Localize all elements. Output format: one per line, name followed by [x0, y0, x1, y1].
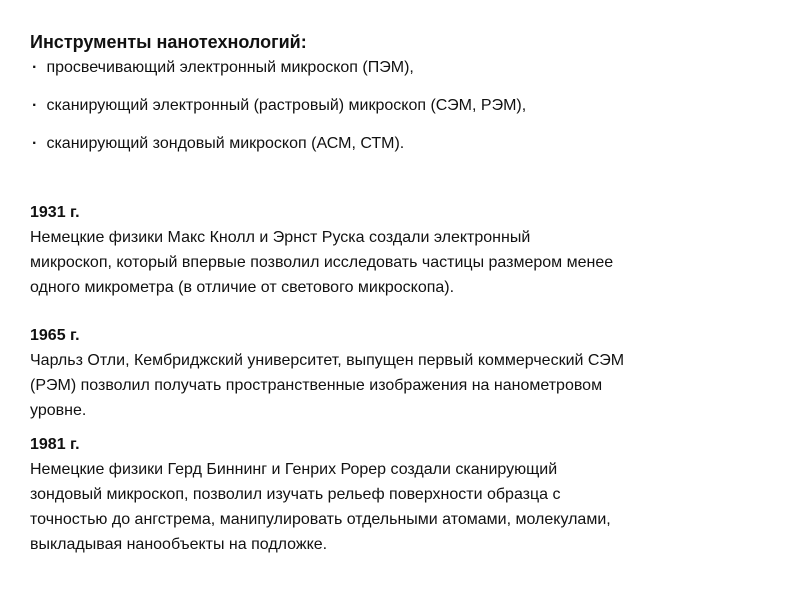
- history-entry-1981: [30, 432, 780, 557]
- entry-text-line: зондовый микроскоп, позволил изучать рельеф поверхности образца с: [30, 486, 561, 503]
- entry-text-line: (РЭМ) позволил получать пространственные изображения на нанометровом: [30, 377, 603, 394]
- bullet-icon: ·: [32, 135, 38, 152]
- bullet-icon: ·: [32, 59, 38, 76]
- entry-text-line: Немецкие физики Макс Кнолл и Эрнст Руска создали электронный: [30, 229, 531, 246]
- list-item: [32, 134, 526, 154]
- entry-year: 1931 г.: [30, 204, 80, 221]
- list-item-text: сканирующий электронный (растровый) микроскоп (СЭМ, РЭМ),: [46, 97, 527, 114]
- entry-text-line: уровне.: [30, 402, 87, 419]
- history-entry-1931: [30, 200, 780, 300]
- list-item-text: просвечивающий электронный микроскоп (ПЭМ),: [46, 59, 414, 76]
- bullet-icon: ·: [32, 97, 38, 114]
- list-item-text: сканирующий зондовый микроскоп (АСМ, СТМ).: [46, 135, 405, 152]
- history-entry-1965: [30, 323, 780, 423]
- entry-year: 1981 г.: [30, 436, 80, 453]
- entry-text-line: выкладывая нанообъекты на подложке.: [30, 536, 328, 553]
- slide-heading: Инструменты нанотехнологий:: [30, 32, 307, 52]
- entry-text-line: микроскоп, который впервые позволил исследовать частицы размером менее: [30, 254, 614, 271]
- list-item: [32, 58, 526, 78]
- entry-text-line: Немецкие физики Герд Биннинг и Генрих Рорер создали сканирующий: [30, 461, 558, 478]
- entry-text-line: Чарльз Отли, Кембриджский университет, выпущен первый коммерческий СЭМ: [30, 352, 625, 369]
- entry-text-line: точностью до ангстрема, манипулировать отдельными атомами, молекулами,: [30, 511, 611, 528]
- entry-text-line: одного микрометра (в отличие от светового микроскопа).: [30, 279, 455, 296]
- entry-year: 1965 г.: [30, 327, 80, 344]
- list-item: [32, 96, 526, 116]
- instrument-list: [32, 58, 526, 154]
